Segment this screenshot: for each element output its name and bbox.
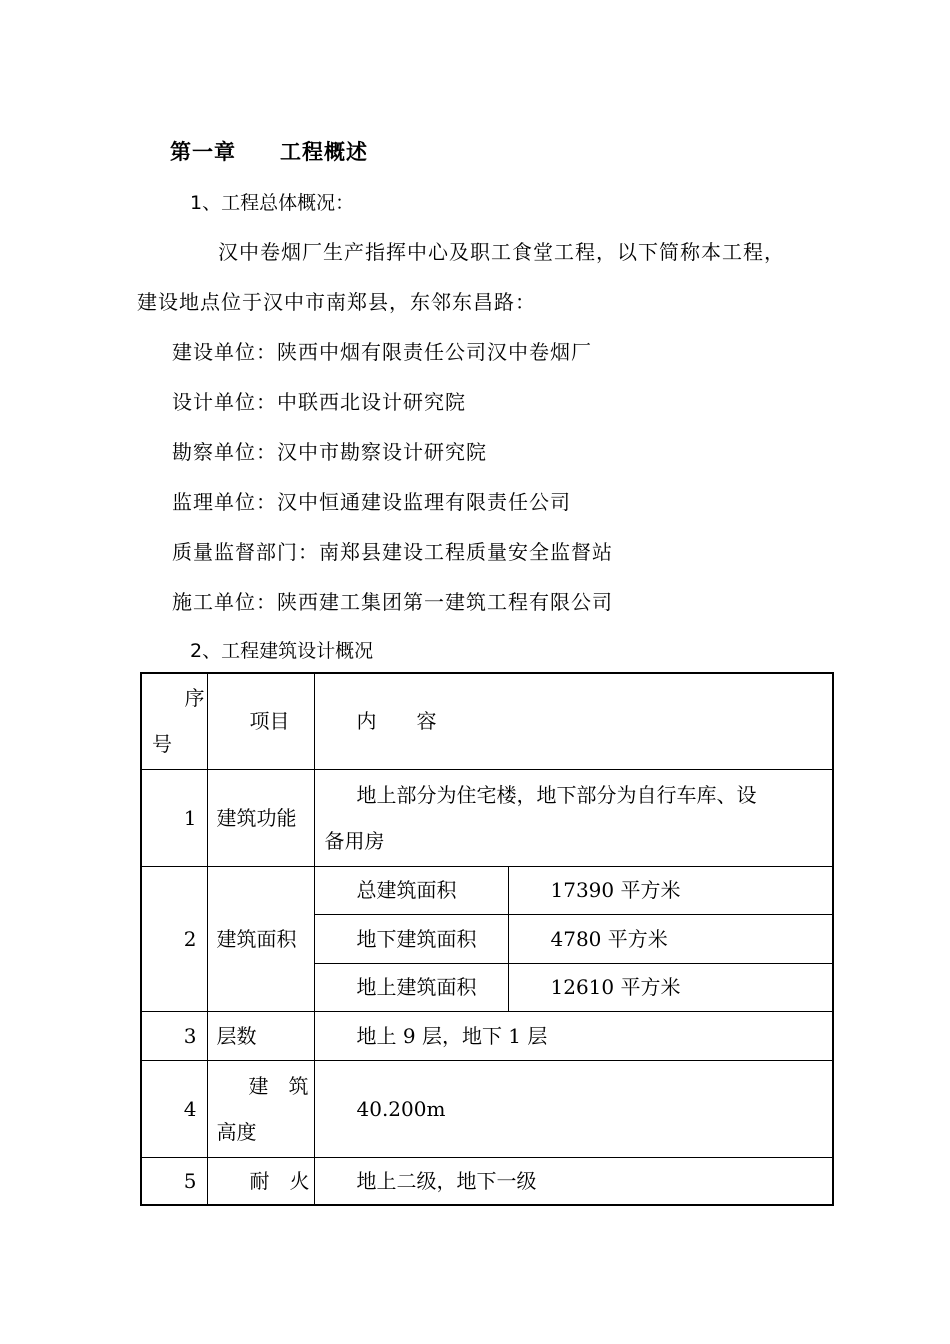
intro-line-2: 建设地点位于汉中市南郑县，东邻东昌路： — [137, 290, 536, 314]
party-quality-dept: 质量监督部门：南郑县建设工程质量安全监督站 — [172, 540, 613, 564]
header-content-cell: 内 容 — [314, 673, 833, 769]
sub-label: 地上建筑面积 — [314, 963, 508, 1011]
row-item: 层数 — [207, 1011, 314, 1060]
row-content-line-1: 地上部分为住宅楼，地下部分为自行车库、设 — [356, 782, 757, 807]
row-content: 地上二级，地下一级 — [314, 1157, 833, 1205]
row-item: 建筑面积 — [207, 866, 314, 1011]
table-row — [141, 866, 833, 914]
sub-value: 12610 平方米 — [508, 963, 833, 1011]
row-item: 耐 火 — [207, 1157, 314, 1205]
row-item: 建筑功能 — [207, 769, 314, 866]
row-item-line-2: 高度 — [216, 1119, 257, 1144]
header-item-cell: 项目 — [207, 673, 314, 769]
party-design-unit: 设计单位：中联西北设计研究院 — [172, 390, 466, 414]
table-row — [141, 1060, 833, 1157]
row-item — [207, 1060, 314, 1157]
header-seq-cell — [141, 673, 207, 769]
sub-label: 总建筑面积 — [314, 866, 508, 914]
header-seq-part1: 序 — [184, 686, 205, 711]
sub-value: 4780 平方米 — [508, 914, 833, 963]
chapter-title: 工程概述 — [280, 140, 368, 164]
row-number: 2 — [141, 866, 207, 1011]
chapter-number: 第一章 — [170, 140, 236, 164]
table-row — [141, 769, 833, 866]
row-item-line-1: 建 筑 — [248, 1073, 309, 1098]
chapter-heading — [170, 136, 368, 166]
row-content: 40.200m — [314, 1060, 833, 1157]
row-number: 4 — [141, 1060, 207, 1157]
party-contractor: 施工单位：陕西建工集团第一建筑工程有限公司 — [172, 590, 613, 614]
design-overview-table — [140, 672, 834, 1206]
table-row — [141, 1011, 833, 1060]
party-survey-unit: 勘察单位：汉中市勘察设计研究院 — [172, 440, 487, 464]
sub-label: 地下建筑面积 — [314, 914, 508, 963]
section2-heading: 2、工程建筑设计概况 — [190, 640, 374, 662]
row-number: 1 — [141, 769, 207, 866]
section1-heading: 1、工程总体概况： — [190, 192, 355, 214]
party-supervision-unit: 监理单位：汉中恒通建设监理有限责任公司 — [172, 490, 571, 514]
row-number: 3 — [141, 1011, 207, 1060]
row-content: 地上 9 层，地下 1 层 — [314, 1011, 833, 1060]
party-construction-unit: 建设单位：陕西中烟有限责任公司汉中卷烟厂 — [172, 340, 592, 364]
row-content — [314, 769, 833, 866]
row-content-line-2: 备用房 — [324, 828, 385, 853]
row-number: 5 — [141, 1157, 207, 1205]
sub-value: 17390 平方米 — [508, 866, 833, 914]
intro-line-1: 汉中卷烟厂生产指挥中心及职工食堂工程，以下简称本工程， — [218, 240, 785, 264]
table-header-row — [141, 673, 833, 769]
header-seq-part2: 号 — [152, 732, 172, 757]
table-row — [141, 1157, 833, 1205]
